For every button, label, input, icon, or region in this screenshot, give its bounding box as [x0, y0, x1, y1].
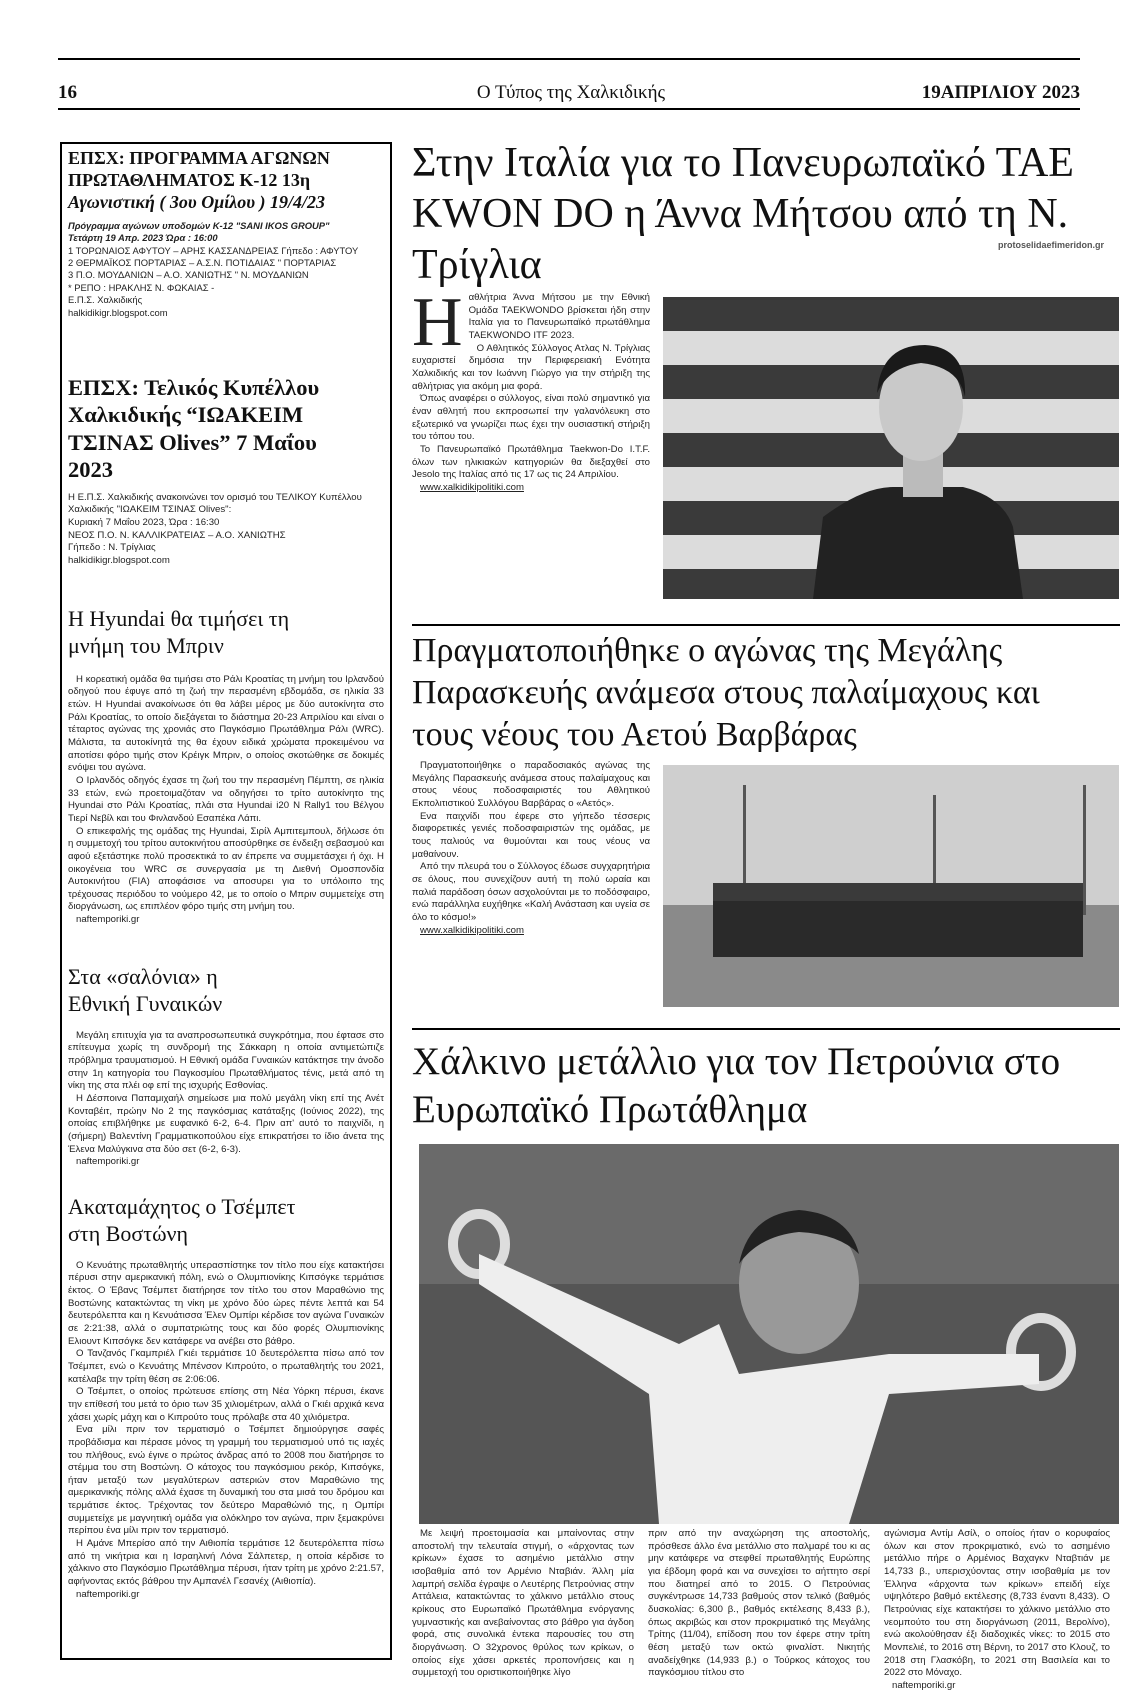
epsx-cup-source[interactable]: halkidikigr.blogspot.com: [68, 555, 170, 567]
mitsou-source[interactable]: www.xalkidikipolitiki.com: [420, 481, 524, 493]
hyundai-source[interactable]: naftemporiki.gr: [76, 914, 140, 926]
petrounias-col-3: [884, 1528, 1110, 1693]
paragraph: Ο Κενυάτης πρωταθλητής υπερασπίστηκε τον τίτλο που είχε κατακτήσει πέρυσι στην αμερικανική πόλη, ενώ ο Ολυμπιονίκης Κιπσόγκε τερμάτισε έκτος. Ο Έβανς Τσέμπετ διατήρησε τον τίτλο του στον Μαραθώνιο της Βοστώνης κατακτώντας τη νίκη με χρόνο δύο ώρες πέντε λεπτά και 54 δευτερόλεπτα και η Κενυάτισσα Έλεν Ομπίρι κέρδισε τον αγώνα Γυναικών σε 2:21:38, αλλά ο συμπατριώτης τους και δύο φορές Ολυμπιονίκης Ελιουντ Κιπσόγκε δεν κατάφερε να ανέβει στο βάθρο.: [68, 1259, 384, 1347]
epsx-program-line: Τετάρτη 19 Απρ. 2023 Ώρα : 16:00: [68, 232, 218, 244]
epsx-program-line: Πρόγραμμα αγώνων υποδομών Κ-12 "SANI IKOS GROUP": [68, 219, 330, 231]
epsx-program: [68, 148, 384, 319]
salonia-source[interactable]: naftemporiki.gr: [76, 1156, 140, 1168]
aetos-headline: Πραγματοποιήθηκε ο αγώνας της Μεγάλης Παρασκευής ανάμεσα στους παλαίμαχους και τους νέους του Αετού Βαρβάρας: [412, 632, 1040, 754]
page-number: 16: [58, 82, 77, 103]
hyundai-body: [68, 674, 384, 914]
epsx-cup-line: Η Ε.Π.Σ. Χαλκιδικής ανακοινώνει τον ορισμό του ΤΕΛΙΚΟΥ Κυπέλλου Χαλκιδικής "ΙΩΑΚΕΙΜ ΤΣΙΝΑΣ Olives":: [68, 491, 362, 516]
paragraph: Με λειψή προετοιμασία και μπαίνοντας στην αποστολή την τελευταία στιγμή, ο «άρχοντας των κρίκων» έχασε το ασημένιο μετάλλιο στην ισοβαθμία από τον Αρμένιο Νταβιάν. Άλλη μία λαμπρή σελίδα έγραψε ο Λευτέρης Πετρούνιας στην Αττάλεια, κατακτώντας το χάλκινο μετάλλιο στους κρίκους στο Ευρωπαϊκό Πρωτάθλημα ενόργανης γυμναστικής και ανεβαίνοντας στο βάθρο για άγδοη φορά, στις συνολικά έντεκα παρουσίες του στη διοργάνωση. Ο 32χρονος θρύλος των κρίκων, ο οποίος είχε χάσει αρκετές προπονήσεις και η συμμετοχή του οριστικοποιήθηκε λίγο: [412, 1528, 634, 1679]
football-team-image: [663, 765, 1119, 1007]
aetos-body: [412, 760, 650, 937]
petrounias-photo: [419, 1144, 1119, 1524]
watermark: protoselidaefimeridon.gr: [998, 240, 1105, 250]
aetos-photo: [663, 765, 1119, 1007]
epsx-program-line: 3 Π.Ο. ΜΟΥΔΑΝΙΩΝ – Α.Ο. ΧΑΝΙΩΤΗΣ " Ν. ΜΟΥΔΑΝΙΩΝ: [68, 269, 309, 281]
petrounias-source[interactable]: naftemporiki.gr: [892, 1679, 956, 1691]
epsx-program-line: * ΡΕΠΟ : ΗΡΑΚΛΗΣ Ν. ΦΩΚΑΙΑΣ -: [68, 281, 215, 293]
divider: [412, 624, 1120, 626]
tsempet-title: Ακαταμάχητος ο Τσέμπετ στη Βοστώνη: [68, 1194, 296, 1246]
gymnast-rings-image: [419, 1144, 1119, 1524]
tsempet-source[interactable]: naftemporiki.gr: [76, 1588, 140, 1600]
paragraph: Η κορεατική ομάδα θα τιμήσει στο Ράλι Κροατίας τη μνήμη του Ιρλανδού οδηγού που έφυγε από τη ζωή την περασμένη εβδομάδα, σε ηλικία 33 ετών. Η Hyundai ανακοίνωσε ότι θα λάβει μέρος με δύο αυτοκίνητα στο Ράλι Κροατίας, το οποίο διεξάγεται το διάστημα 20-23 Απριλίου και είναι ο τέταρτος αγώνας της χρονιάς στο Παγκόσμιο Πρωτάθλημα Ράλι (WRC). Μάλιστα, τα αυτοκίνητά της θα έχουν ειδικά χρώματα προκειμένου να αποτίσει φόρο τιμής στον Κρέιγκ Μπριν, ο οποίος σκοτώθηκε σε δοκιμές ενόψει του αγώνα.: [68, 673, 384, 774]
salonia-title: Στα «σαλόνια» η Εθνική Γυναικών: [68, 964, 223, 1016]
aetos-source[interactable]: www.xalkidikipolitiki.com: [420, 924, 524, 936]
epsx-cup-title: ΕΠΣΧ: Τελικός Κυπέλλου Χαλκιδικής “ΙΩΑΚΕΙΜ ΤΣΙΝΑΣ Olives” 7 Μαΐου 2023: [68, 375, 320, 483]
hyundai-article: [68, 606, 384, 925]
epsx-program-line: 1 ΤΟΡΩΝΑΙΟΣ ΑΦΥΤΟΥ – ΑΡΗΣ ΚΑΣΣΑΝΔΡΕΙΑΣ Γήπεδο : ΑΦΥΤΟΥ: [68, 244, 359, 256]
epsx-program-title: ΕΠΣΧ: ΠΡΟΓΡΑΜΜΑ ΑΓΩΝΩΝ ΠΡΩΤΑΘΛΗΜΑΤΟΣ Κ-12 13η: [68, 148, 330, 190]
top-rule: [58, 58, 1080, 60]
mitsou-headline: Στην Ιταλία για το Πανευρωπαϊκό ΤΑΕ KWON DO η Άννα Μήτσου από τη Ν. Τρίγλια: [412, 140, 1074, 289]
epsx-program-line: Ε.Π.Σ. Χαλκιδικής: [68, 294, 143, 306]
tsempet-article: [68, 1194, 384, 1600]
paragraph: αθλήτρια Άννα Μήτσου με την Εθνική Ομάδα TAEKWONDO βρίσκεται ήδη στην Ιταλία για το Πανευρωπαϊκό πρωτάθλημα TAEKWONDO ITF 2023.: [468, 292, 650, 341]
petrounias-col-2: [648, 1528, 870, 1680]
hyundai-title: Η Hyundai θα τιμήσει τη μνήμη του Μπριν: [68, 606, 290, 658]
paragraph: Ο Τανζανός Γκαμπριέλ Γκιέι τερμάτισε 10 δευτερόλεπτα πίσω από τον Τσέμπετ, ενώ ο Κενυάτης Μπένσον Κιπρούτο, ο πρωταθλητής του 2021, κατέλαβε την τρίτη θέση σε 2:06:06.: [68, 1348, 384, 1385]
paragraph: αγώνισμα Αντίμ Ασίλ, ο οποίος ήταν ο κορυφαίος όλων και στον προκριματικό, ενώ το ασημένιο μετάλλιο πήρε ο Αρμένιος Βαχαγκν Νταβτιάν με 14,733 β., υπερισχύοντας στην ισοβαθμία με τον Έλληνα «άρχοντα των κρίκων» επειδή είχε υψηλότερο βαθμό εκτέλεσης (8,733 έναντι 8,433). Ο Πετρούνιας είχε κατακτήσει το χάλκινο μετάλλιο στο νεομπούτο του στη διοργάνωση (2011, Βερολίνο), ενώ ακολούθησαν έξι διαδοχικές νίκες: το 2015 στο Μονπελιέ, το 2016 στη Βέρνη, το 2017 στο Κλουζ, το 2018 στη Γλασκόβη, το 2021 στη Βασιλεία και το 2022 στο Μόναχο.: [884, 1528, 1110, 1679]
epsx-program-source[interactable]: halkidikigr.blogspot.com: [68, 306, 168, 318]
paper-name: Ο Τύπος της Χαλκιδικής: [476, 82, 666, 103]
issue-date: 19ΑΠΡΙΛΙΟΥ 2023: [921, 82, 1080, 103]
paragraph: Ενα μίλι πριν τον τερματισμό ο Τσέμπετ δημιούργησε σαφές προβάδισμα και πέρασε μόνος τη γραμμή του τερματισμού υπό τις ιαχές του πλήθους, ενώ έγινε ο πρώτος άνδρας από το 2008 που διατήρησε το στέμμα του στη Βοστώνη. Ο κάτοχος του παγκόσμιου ρεκόρ, Κιπσόγκε, ήταν μεταξύ των μεγαλύτερων αστεριών στον Μαραθώνιο της αμερικανικής πόλης αλλά έχασε τη δυναμική του στα μισά του δρόμου και τερμάτισε έκτος. Τρέχοντας τον δεύτερο Μαραθώνιό της, η Ομπίρι συμμετείχε με μαγνητική ομάδα για ολόκληρο τον αγώνα, πριν ξεμακρύνει περίπου ένα μίλι πριν τον τερματισμό.: [68, 1424, 384, 1537]
paragraph: Όπως αναφέρει ο σύλλογος, είναι πολύ σημαντικό για έναν αθλητή που εκπροσωπεί την γαλανόλευκη στο εξωτερικό να γνωρίζει πως έχει την ουσιαστική στήριξη του τόπου του.: [412, 393, 650, 443]
epsx-program-lines: [68, 220, 384, 319]
petrounias-headline: Χάλκινο μετάλλιο για τον Πετρούνια στο Ευρωπαϊκό Πρωτάθλημα: [412, 1040, 1061, 1132]
tsempet-body: [68, 1260, 384, 1589]
masthead-rule: [58, 108, 1080, 110]
paragraph: Πραγματοποιήθηκε ο παραδοσιακός αγώνας της Μεγάλης Παρασκευής ανάμεσα στους παλαίμαχους και στους νέους ποδοσφαιριστές του Αθλητικού Εκπολιτιστικού Συλλόγου Βαρβάρας ο «Αετός».: [412, 760, 650, 809]
epsx-cup-lines: [68, 492, 384, 568]
paragraph: Ενα παιχνίδι που έφερε στο γήπεδο τέσσερις διαφορετικές γενιές ποδοσφαιριστών της ομάδας, με τους παλιούς να θυμούνται και τους νέους να μαθαίνουν.: [412, 810, 650, 860]
epsx-cup: [68, 374, 384, 568]
paragraph: πριν από την αναχώρηση της αποστολής, πρόσθεσε άλλο ένα μετάλλιο στο παλμαρέ του κι ας μην κατάφερε να στεφθεί πρωταθλητής Ευρώπης για έβδομη φορά και να συνεχίσει το αήττητο σερί που διατηρεί από το 2015. Ο Πετρούνιας συγκέντρωσε 14,733 βαθμούς στον τελικό (βαθμός δυσκολίας: 6,300 β., βαθμός εκτέλεσης 8,433 β.), όπως ακριβώς και στον προκριματικό της Μεγάλης Τρίτης (11/04), επίδοση που τον έφερε στην τρίτη θέση μεταξύ των οκτώ φιναλίστ. Νικητής αναδείχθηκε (14,933 β.) ο Τούρκος κάτοχος του παγκόσμιου τίτλου στο: [648, 1528, 870, 1679]
paragraph: Ο Τσέμπετ, ο οποίος πρώτευσε επίσης στη Νέα Υόρκη πέρυσι, έκανε την επίθεσή του μετά το όριο των 35 χιλιομέτρων, αλλά ο Γκιέι αρχικά κενα χάσει χωρίς μάχη και ο Κιπρούτο τους πρόλαβε στα 40 χιλιόμετρα.: [68, 1386, 384, 1423]
epsx-cup-line: Γήπεδο : Ν. Τρίγλιας: [68, 542, 156, 554]
epsx-program-line: 2 ΘΕΡΜΑΪΚΟΣ ΠΟΡΤΑΡΙΑΣ – Α.Σ.Ν. ΠΟΤΙΔΑΙΑΣ " ΠΟΡΤΑΡΙΑΣ: [68, 257, 337, 269]
paragraph: Ο Αθλητικός Σύλλογος Ατλας Ν. Τρίγλιας ευχαριστεί δημόσια την Περιφερειακή Ενότητα Χαλκιδικής και τον Ιωάννη Γιώργο για την στήριξη της αθλήτριας για ακόμη μια φορά.: [412, 342, 650, 392]
paragraph: Το Πανευρωπαϊκό Πρωτάθλημα Taekwon-Do I.T.F. όλων των ηλικιακών κατηγοριών θα διεξαχθεί στο Jesolo της Ιταλίας από τις 17 ως τις 24 Απριλίου.: [412, 443, 650, 481]
athlete-flag-image: [663, 297, 1119, 599]
mitsou-photo: [663, 297, 1119, 599]
epsx-program-subtitle: Αγωνιστική ( 3ου Ομίλου ) 19/4/23: [68, 191, 326, 212]
salonia-body: [68, 1030, 384, 1157]
divider: [412, 1028, 1120, 1030]
petrounias-col-1: [412, 1528, 634, 1680]
paragraph: Η Αμάνε Μπερίσο από την Αιθιοπία τερμάτισε 12 δευτερόλεπτα πίσω από τη νικήτρια και η Ισραηλινή Λόνα Σάλπετερ, η οποία κέρδισε το χάλκινο στο Παγκόσμιο Πρωτάθλημα πέρυσι, ήταν τρίτη με χρόνο 2:21.57, αφήνοντας εκτός βάθρου την Αμπανέλ Γεσανέχ (Αιθιοπία).: [68, 1538, 384, 1588]
mitsou-body: [412, 284, 650, 495]
dropcap: Η: [412, 284, 463, 361]
paragraph: Από την πλευρά του ο Σύλλογος έδωσε συγχαρητήρια σε όλους, που συνεχίζουν αυτή τη πολύ ωραία και παλιά παράδοση όσων ασχολούνται με το ποδόσφαιρο, ενώ παράλληλα ευχήθηκε «Καλή Ανάσταση και υγεία σε όλο το κόσμο!»: [412, 861, 650, 923]
paragraph: Ο Ιρλανδός οδηγός έχασε τη ζωή του την περασμένη Πέμπτη, σε ηλικία 33 ετών, ενώ προετοιμαζόταν να οδηγήσει το τρίτο αυτοκίνητο της Hyundai στο Ράλι Κροατίας, πλάι στα Hyundai i20 N Rally1 του Βέλγου Τιερί Νεβίλ και του Φινλανδού Εσαπέκα Λάπι.: [68, 774, 384, 824]
paragraph: Ο επικεφαλής της ομάδας της Hyundai, Σιρίλ Αμπιτεμπουλ, δήλωσε ότι η συμμετοχή του τρίτου αυτοκινήτου αποσύρθηκε σε ένδειξη σεβασμού και αφού εξετάστηκε πολύ προσεκτικά το αν έπρεπε να συμμετάσχει ή όχι. Η οικογένεια του WRC σε συνεργασία με τη Διεθνή Ομοσπονδία Αυτοκινήτου (FIA) αποφάσισε να αποσυρει για το υπόλοιπο της τρέχουσας περιόδου το νούμερο 42, με το οποίο ο Μπριν συμμετείχε στη διοργάνωση, ως επιπλέον φόρο τιμής στη μνήμη του.: [68, 825, 384, 913]
epsx-cup-line: ΝΕΟΣ Π.Ο. Ν. ΚΑΛΛΙΚΡΑΤΕΙΑΣ – Α.Ο. ΧΑΝΙΩΤΗΣ: [68, 529, 286, 541]
paragraph: Μεγάλη επιτυχία για τα αναπροσωπευτικά συγκρότημα, που έφτασε στο επίτευγμα χωρίς τη συνδρομή της Σάκκαρη η οποία αντιμετώπιζε πρόβλημα τραυματισμού. Η Εθνική ομάδα Γυναικών κατάκτησε την άνοδο στην 1η κατηγορία του Παγκοσμίου Πρωταθλήματος τένις, μετά από τη νίκη της στα πλέι οφ επί της ισχυρής Εσθονίας.: [68, 1029, 384, 1092]
epsx-cup-line: Κυριακή 7 Μαΐου 2023, Ώρα : 16:30: [68, 517, 220, 529]
paragraph: Η Δέσποινα Παπαμιχαήλ σημείωσε μια πολύ μεγάλη νίκη επί της Ανέτ Κονταβέιτ, πρώην Νο 2 της παγκόσμιας κατάταξης (Ιούνιος 2022), της οποίας επιβλήθηκε με ευφανικό 6-2, 6-4. Πριν απ' αυτό το παιχνίδι, η (σήμερη) Βαλεντίνη Γραμματικοπούλου είχε επικρατήσει το ίδιο άνετα της Έλενα Μαλύγκινα στα δύο σετ (6-2, 6-3).: [68, 1092, 384, 1155]
salonia-article: [68, 964, 384, 1167]
